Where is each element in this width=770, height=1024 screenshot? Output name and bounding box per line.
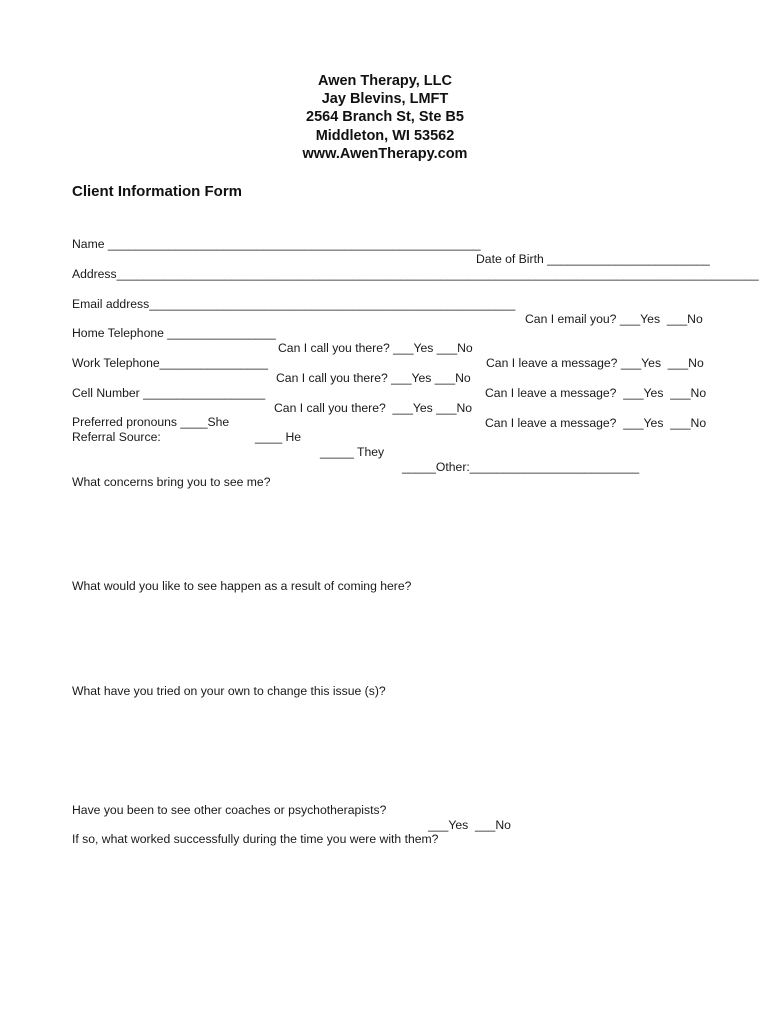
address-field[interactable]: Address_______________________________________________________________________________________________ <box>72 267 759 281</box>
website: www.AwenTherapy.com <box>302 145 468 162</box>
work-message-permission[interactable]: Can I leave a message? ___Yes ___No <box>485 386 707 400</box>
question-desired-outcome: What would you like to see happen as a result of coming here? <box>72 579 412 593</box>
work-call-permission[interactable]: Can I call you there? ___Yes ___No <box>276 371 471 385</box>
work-telephone-field[interactable]: Work Telephone________________ <box>72 356 269 370</box>
question-concerns: What concerns bring you to see me? <box>72 475 271 489</box>
email-field[interactable]: Email address______________________________________________________ <box>72 297 516 311</box>
pronoun-they-option[interactable]: _____ They <box>320 445 385 459</box>
pronoun-she-option[interactable]: Preferred pronouns ____She <box>72 415 230 429</box>
question-tried-own: What have you tried on your own to change this issue (s)? <box>72 684 386 698</box>
therapist-name: Jay Blevins, LMFT <box>321 91 449 108</box>
cell-call-permission[interactable]: Can I call you there? ___Yes ___No <box>274 401 473 415</box>
practice-name: Awen Therapy, LLC <box>317 73 452 89</box>
previous-therapy-answer[interactable]: ___Yes ___No <box>428 818 511 832</box>
pronoun-he-option[interactable]: ____ He <box>255 430 302 444</box>
home-message-permission[interactable]: Can I leave a message? ___Yes ___No <box>486 356 704 370</box>
form-title: Client Information Form <box>72 183 242 200</box>
cell-number-field[interactable]: Cell Number __________________ <box>72 386 266 400</box>
email-permission-question[interactable]: Can I email you? ___Yes ___No <box>525 312 703 326</box>
question-what-worked: If so, what worked successfully during the time you were with them? <box>72 832 439 846</box>
home-call-permission[interactable]: Can I call you there? ___Yes ___No <box>278 341 473 355</box>
home-telephone-field[interactable]: Home Telephone ________________ <box>72 326 276 340</box>
city-state-zip: Middleton, WI 53562 <box>315 127 455 144</box>
name-field[interactable]: Name _______________________________________________________ <box>72 237 481 251</box>
pronoun-other-field[interactable]: _____Other:_________________________ <box>402 460 640 474</box>
date-of-birth-field[interactable]: Date of Birth ________________________ <box>476 252 710 266</box>
referral-source-label: Referral Source: <box>72 430 161 444</box>
cell-message-permission[interactable]: Can I leave a message? ___Yes ___No <box>485 416 707 430</box>
question-previous-therapy: Have you been to see other coaches or psychotherapists? <box>72 803 387 817</box>
street-address: 2564 Branch St, Ste B5 <box>306 109 464 126</box>
practice-header <box>0 72 770 163</box>
